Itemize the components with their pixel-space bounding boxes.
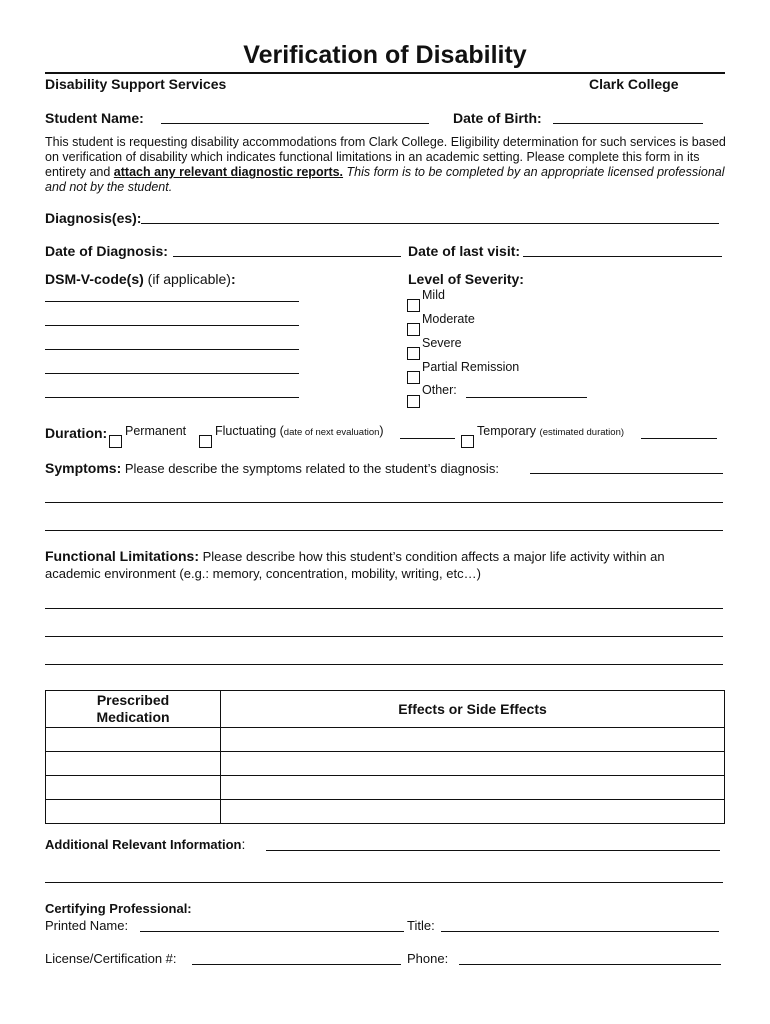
duration-temporary-label: Temporary (estimated duration)	[477, 424, 625, 438]
dsm-code-line[interactable]	[45, 325, 299, 326]
diagnosis-field[interactable]	[141, 223, 719, 224]
license-label: License/Certification #:	[45, 951, 177, 966]
title-field[interactable]	[441, 931, 719, 932]
medication-table	[45, 690, 725, 824]
symptoms-field[interactable]	[530, 473, 723, 474]
date-of-diagnosis-field[interactable]	[173, 256, 401, 257]
severity-partial-remission-checkbox[interactable]	[407, 371, 420, 384]
intro-paragraph: This student is requesting disability accommodations from Clark College. Eligibility determination for such services is based on verification of disability which indicates functional limitations in an academic setting. Please complete this form in its entirety and attach any relevant diagnostic reports. This form is to be completed by an appropriate licensed professional and not by the student.	[45, 135, 726, 194]
medication-cell[interactable]	[46, 728, 221, 752]
printed-name-field[interactable]	[140, 931, 404, 932]
table-header-row	[46, 691, 725, 728]
prescribed-medication-header: Prescribed Medication	[46, 691, 221, 728]
duration-fluctuating-label: Fluctuating (date of next evaluation)	[215, 424, 384, 438]
effects-cell[interactable]	[221, 776, 725, 800]
date-of-diagnosis-label: Date of Diagnosis:	[45, 243, 168, 259]
estimated-duration-field[interactable]	[641, 438, 717, 439]
dob-field[interactable]	[553, 123, 703, 124]
severity-mild-checkbox[interactable]	[407, 299, 420, 312]
medication-cell[interactable]	[46, 752, 221, 776]
certifying-heading: Certifying Professional:	[45, 901, 192, 916]
date-last-visit-field[interactable]	[523, 256, 722, 257]
attach-reports-emphasis: attach any relevant diagnostic reports.	[113, 165, 344, 179]
functional-limitations-label: Functional Limitations: Please describe how this student’s condition affects a major life activity within an	[45, 548, 665, 564]
student-name-label: Student Name:	[45, 110, 144, 126]
severity-option-label: Mild	[422, 288, 445, 302]
symptoms-line[interactable]	[45, 530, 723, 531]
effects-cell[interactable]	[221, 752, 725, 776]
printed-name-label: Printed Name:	[45, 918, 129, 933]
functional-line[interactable]	[45, 664, 723, 665]
duration-label: Duration:	[45, 425, 108, 441]
functional-line[interactable]	[45, 608, 723, 609]
student-name-field[interactable]	[161, 123, 429, 124]
dsm-code-line[interactable]	[45, 301, 299, 302]
duration-permanent-label: Permanent	[125, 424, 187, 438]
department-name: Disability Support Services	[45, 76, 227, 92]
effects-cell[interactable]	[221, 800, 725, 824]
effects-cell[interactable]	[221, 728, 725, 752]
severity-option-label: Other:	[422, 383, 457, 397]
severity-option-label: Severe	[422, 336, 462, 350]
severity-moderate-checkbox[interactable]	[407, 323, 420, 336]
severity-other-checkbox[interactable]	[407, 395, 420, 408]
symptoms-label: Symptoms: Please describe the symptoms related to the student’s diagnosis:	[45, 460, 499, 476]
phone-label: Phone:	[407, 951, 449, 966]
table-row	[46, 800, 725, 824]
next-evaluation-field[interactable]	[400, 438, 455, 439]
severity-option-label: Partial Remission	[422, 360, 520, 374]
duration-temporary-checkbox[interactable]	[461, 435, 474, 448]
effects-header: Effects or Side Effects	[221, 691, 725, 728]
dsm-code-line[interactable]	[45, 373, 299, 374]
date-last-visit-label: Date of last visit:	[408, 243, 521, 259]
college-name: Clark College	[589, 76, 679, 92]
title-rule	[45, 72, 725, 74]
additional-info-line[interactable]	[45, 882, 723, 883]
medication-cell[interactable]	[46, 800, 221, 824]
functional-limitations-prompt: academic environment (e.g.: memory, concentration, mobility, writing, etc…)	[45, 566, 481, 581]
severity-label: Level of Severity:	[408, 271, 524, 287]
phone-field[interactable]	[459, 964, 721, 965]
duration-fluctuating-checkbox[interactable]	[199, 435, 212, 448]
diagnosis-label: Diagnosis(es):	[45, 210, 142, 226]
table-row	[46, 776, 725, 800]
dsm-code-label: DSM-V-code(s) (if applicable):	[45, 271, 236, 287]
additional-info-field[interactable]	[266, 850, 720, 851]
severity-severe-checkbox[interactable]	[407, 347, 420, 360]
severity-option-label: Moderate	[422, 312, 475, 326]
dsm-code-line[interactable]	[45, 349, 299, 350]
symptoms-line[interactable]	[45, 502, 723, 503]
table-row	[46, 728, 725, 752]
functional-line[interactable]	[45, 636, 723, 637]
table-row	[46, 752, 725, 776]
dob-label: Date of Birth:	[453, 110, 542, 126]
duration-permanent-checkbox[interactable]	[109, 435, 122, 448]
dsm-code-line[interactable]	[45, 397, 299, 398]
additional-info-label: Additional Relevant Information:	[45, 836, 246, 852]
severity-other-field[interactable]	[466, 397, 587, 398]
license-field[interactable]	[192, 964, 401, 965]
title-label: Title:	[407, 918, 435, 933]
form-title: Verification of Disability	[243, 41, 527, 69]
medication-cell[interactable]	[46, 776, 221, 800]
